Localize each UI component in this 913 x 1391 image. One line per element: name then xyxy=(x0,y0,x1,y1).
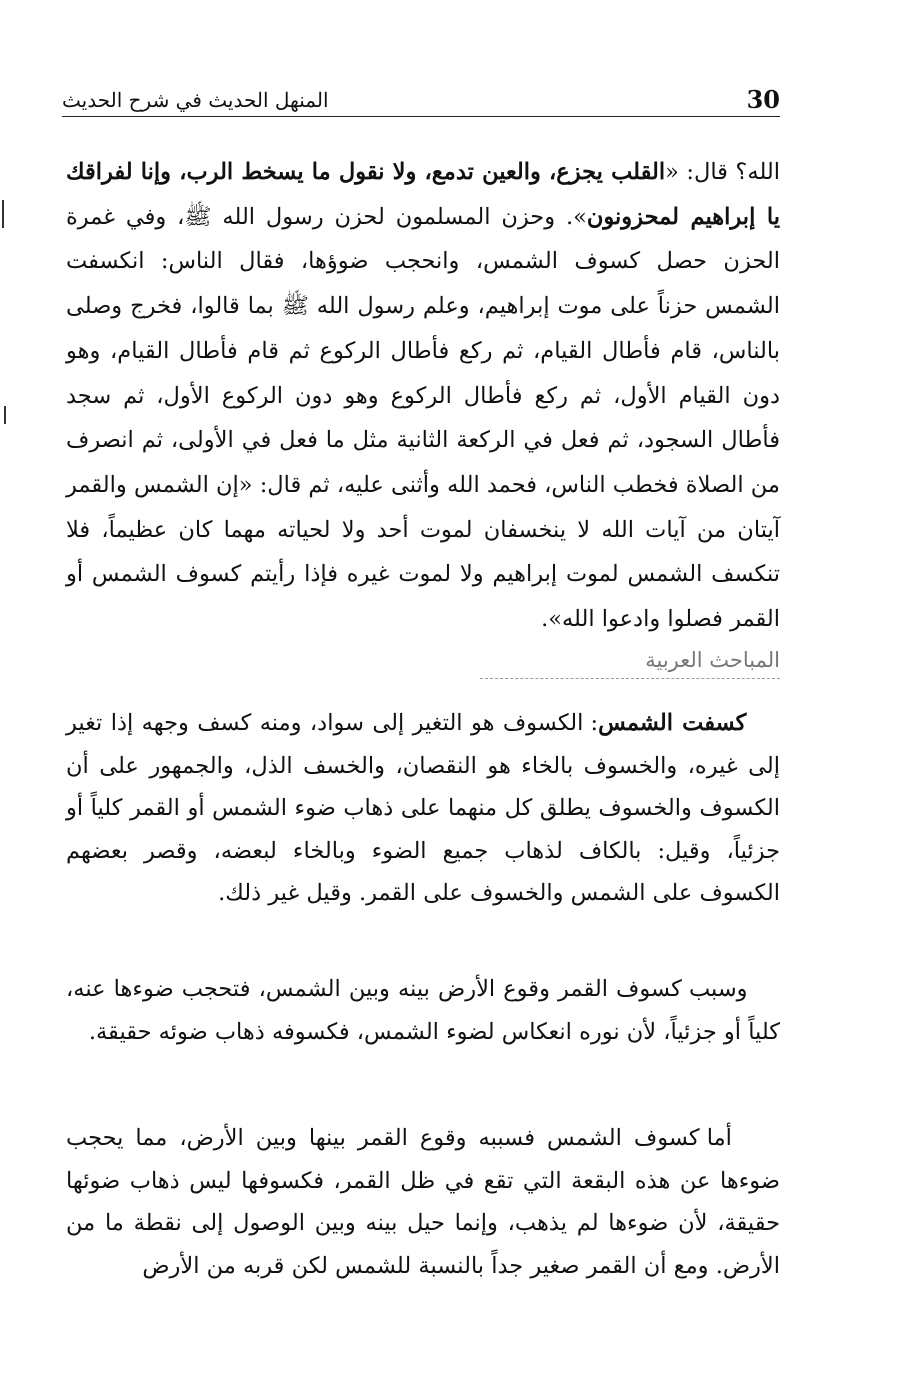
paragraph2-body: : الكسوف هو التغير إلى سواد، ومنه كسف وجهه إذا تغير إلى غيره، والخسوف بالخاء هو النقصان، والخسف الذل، والجمهور على أن الكسوف والخسوف يطلق كل منهما على ذهاب ضوء الشمس أو القمر كلياً أو جزئياً، وقيل: بالكاف لذهاب جميع الضوء وبالخاء لبعضه، وقصر بعضهم الكسوف على الشمس والخسوف على القمر. وقيل غير ذلك. xyxy=(66,710,780,906)
paragraph3-body: وسبب كسوف القمر وقوع الأرض بينه وبين الشمس، فتحجب ضوءها عنه، كلياً أو جزئياً، لأن نوره انعكاس لضوء الشمس، فكسوفه ذهاب ضوئه حقيقة. xyxy=(66,976,780,1045)
scan-margin-mark xyxy=(4,406,6,424)
paragraph1-body: ». وحزن المسلمون لحزن رسول الله ﷺ، وفي غمرة الحزن حصل كسوف الشمس، وانحجب ضوؤها، فقال الناس: انكسفت الشمس حزناً على موت إبراهيم، وعلم رسول الله ﷺ بما قالوا، فخرج وصلى بالناس، قام فأطال القيام، ثم ركع فأطال الركوع ثم قام فأطال القيام، وهو دون القيام الأول، ثم ركع فأطال الركوع وهو دون الركوع الأول، ثم سجد فأطال السجود، ثم فعل في الركعة الثانية مثل ما فعل في الأولى، ثم انصرف من الصلاة فخطب الناس، فحمد الله وأثنى عليه، ثم قال: «إن الشمس والقمر آيتان من آيات الله لا ينخسفان لموت أحد ولا لحياته مهما كان عظيماً، فلا تنكسف الشمس لموت إبراهيم ولا لموت غيره فإذا رأيتم كسوف الشمس أو القمر فصلوا وادعوا الله». xyxy=(66,203,780,633)
linguistic-paragraph xyxy=(66,702,780,915)
term-bold: كسفت الشمس xyxy=(598,710,747,736)
scan-margin-mark xyxy=(2,200,4,228)
lunar-eclipse-paragraph xyxy=(66,968,780,1053)
paragraph1-intro: الله؟ قال: « xyxy=(665,159,780,185)
paragraph4-body: أما كسوف الشمس فسببه وقوع القمر بينها وبين الأرض، مما يحجب ضوءها عن هذه البقعة التي تقع في ظل القمر، فكسوفها ليس ذهاب ضوئها حقيقة، لأن ضوءها لم يذهب، وإنما حيل بينه وبين الوصول إلى نقطة ما من الأرض. ومع أن القمر صغير جداً بالنسبة للشمس لكن قربه من الأرض xyxy=(66,1125,780,1279)
solar-eclipse-paragraph xyxy=(66,1117,780,1287)
hadith-paragraph xyxy=(66,150,780,642)
page-number: 30 xyxy=(746,85,780,114)
section-heading: المباحث العربية xyxy=(480,648,780,679)
page-header xyxy=(62,78,780,117)
running-title: المنهل الحديث في شرح الحديث xyxy=(62,88,329,112)
prophet-quote-bold: القلب يجزع، والعين تدمع، ولا نقول ما يسخط الرب، وإنا لفراقك يا إبراهيم لمحزونون xyxy=(66,159,780,230)
